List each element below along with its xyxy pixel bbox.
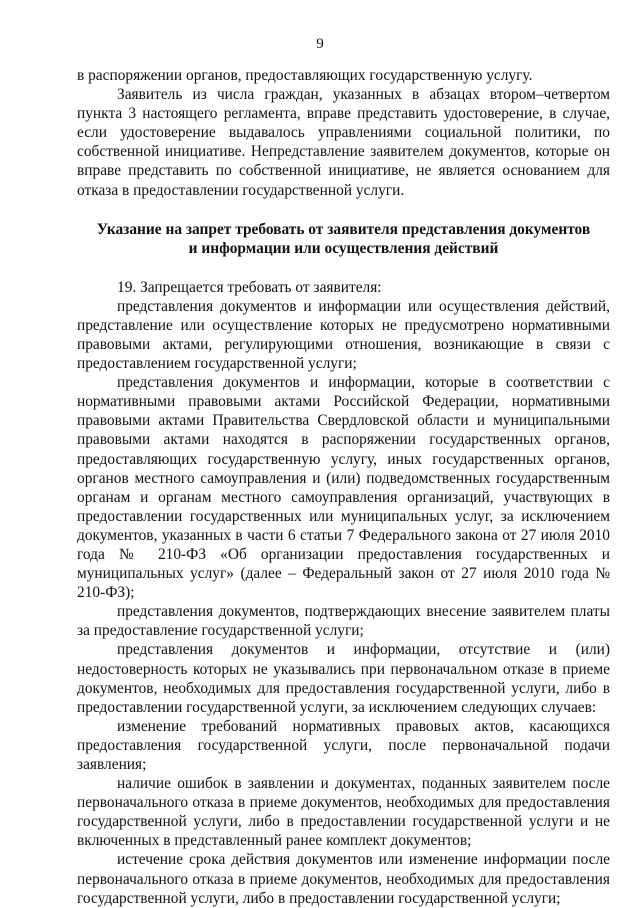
- paragraph-continuation: в распоряжении органов, предоставляющих государственную услугу.: [77, 67, 533, 84]
- section-heading-line-2: и информации или осуществления действий: [188, 239, 499, 257]
- paragraph-item-2: представления документов и информации, которые в соответствии с нормативными правовыми актами Российской Федерации, нормативными правовыми актами Правительства Свердловской области и муниципальными правовыми актами находятся в распоряжении государственных органов, предоставляющих государственную услугу, иных государственных органов, органов местного самоуправления и (или) подведомственных государственным органам и органам местного самоуправления организаций, участвующих в предоставлении государственных или муниципальных услуг, за исключением документов, указанных в части 6 статьи 7 Федерального закона от 27 июля 2010 года № 210-ФЗ «Об организации предоставления государственных и муниципальных услуг» (далее – Федеральный закон от 27 июля 2010 года № 210-ФЗ);: [77, 374, 610, 602]
- paragraph-clause-19: 19. Запрещается требовать от заявителя:: [117, 278, 382, 296]
- paragraph-exception-2: наличие ошибок в заявлении и документах, поданных заявителем после первоначального отказа в приеме документов, необходимых для предоставления государственной услуги, либо в предоставлении государственной услуги и не включенных в представленный ранее комплект документов;: [77, 775, 610, 850]
- section-heading: [77, 220, 610, 258]
- document-body: [77, 66, 610, 908]
- page-number: 9: [316, 36, 324, 52]
- paragraph-exception-3: истечение срока действия документов или изменение информации после первоначального отказа в приеме документов, необходимых для предоставления государственной услуги, либо в предоставлении государственной услуги;: [77, 851, 610, 907]
- paragraph-applicant-certificate: Заявитель из числа граждан, указанных в абзацах втором–четвертом пункта 3 настоящего регламента, вправе представить удостоверение, в случае, если удостоверение выдавалось управлениями социальной политики, по собственной инициативе. Непредставление заявителем документов, которые он вправе представить по собственной инициативе, не является основанием для отказа в предоставлении государственной услуги.: [77, 86, 610, 199]
- paragraph-item-3: представления документов, подтверждающих внесение заявителем платы за предоставление государственной услуги;: [77, 603, 610, 640]
- paragraph-item-4: представления документов и информации, отсутствие и (или) недостоверность которых не указывались при первоначальном отказе в приеме документов, необходимых для предоставления государственной услуги, либо в предоставлении государственной услуги, за исключением следующих случаев:: [77, 641, 610, 716]
- paragraph-item-1: представления документов и информации или осуществления действий, представление или осуществление которых не предусмотрено нормативными правовыми актами, регулирующими отношения, возникающие в связи с предоставлением государственной услуги;: [77, 297, 610, 373]
- paragraph-exception-1: изменение требований нормативных правовых актов, касающихся предоставления государственной услуги, после первоначальной подачи заявления;: [77, 717, 610, 773]
- section-heading-line-1: Указание на запрет требовать от заявителя представления документов: [96, 220, 591, 238]
